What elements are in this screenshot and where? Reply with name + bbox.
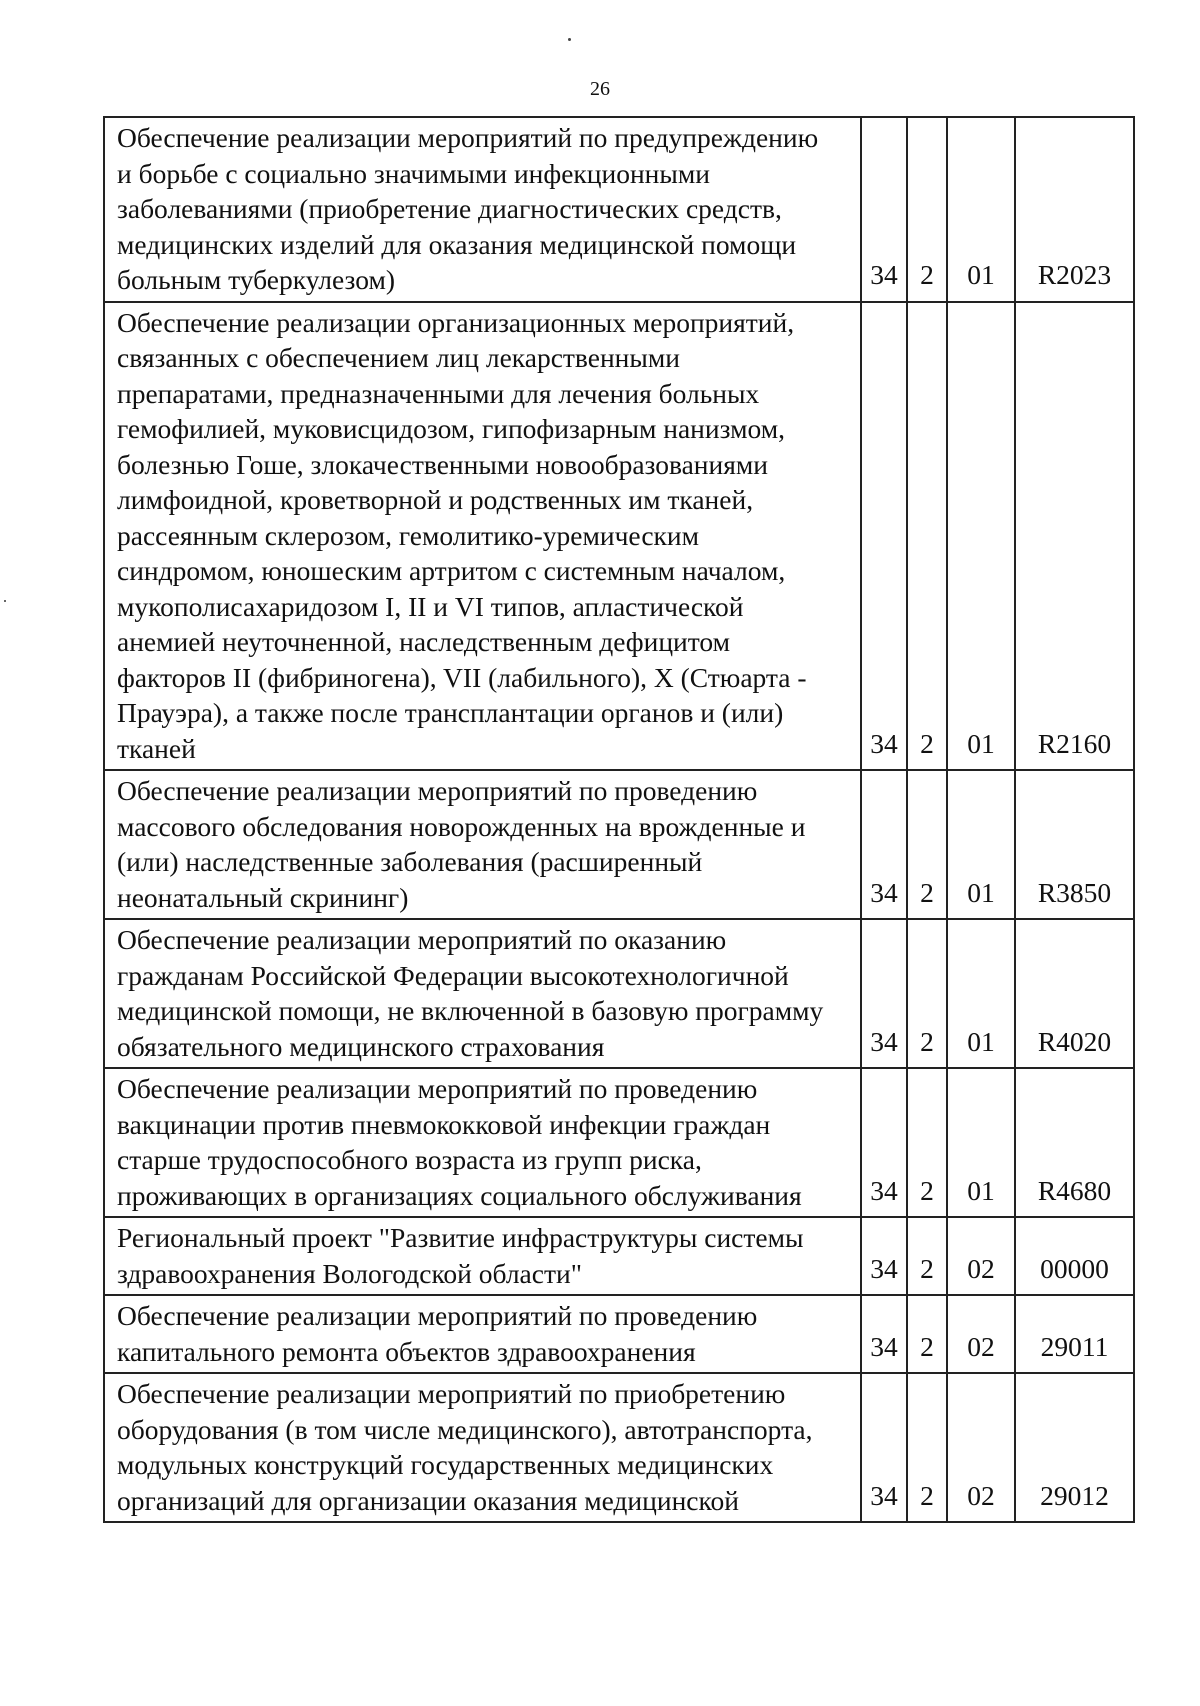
table-row bbox=[104, 302, 1134, 771]
code-subprogram: 2 bbox=[907, 302, 947, 771]
scan-speck bbox=[568, 38, 571, 41]
description-line: болезнью Гоше, злокачественными новообразованиями bbox=[117, 448, 769, 480]
description-line: вакцинации против пневмококковой инфекции граждан bbox=[117, 1108, 771, 1140]
budget-classification-table bbox=[103, 116, 1135, 1523]
row-description bbox=[104, 1217, 861, 1295]
description-line: препаратами, предназначенными для лечения больных bbox=[117, 377, 760, 409]
description-line: (или) наследственные заболевания (расширенный bbox=[117, 846, 703, 877]
description-line: здравоохранения Вологодской области" bbox=[117, 1257, 582, 1289]
code-project: 02 bbox=[947, 1217, 1015, 1295]
row-description bbox=[104, 1295, 861, 1373]
description-line: Обеспечение реализации мероприятий по предупреждению bbox=[117, 122, 819, 153]
code-direction: 00000 bbox=[1015, 1217, 1134, 1295]
code-project: 01 bbox=[947, 117, 1015, 302]
description-line: Обеспечение реализации мероприятий по проведению bbox=[117, 1300, 758, 1331]
code-direction: 29011 bbox=[1015, 1295, 1134, 1373]
code-direction: R2160 bbox=[1015, 302, 1134, 771]
description-line: проживающих в организациях социального обслуживания bbox=[117, 1179, 802, 1211]
description-line: неонатальный скрининг) bbox=[117, 881, 409, 913]
description-line: заболеваниями (приобретение диагностических средств, bbox=[117, 193, 782, 224]
row-description bbox=[104, 919, 861, 1068]
row-description bbox=[104, 1068, 861, 1217]
description-line: Обеспечение реализации мероприятий по приобретению bbox=[117, 1378, 786, 1409]
table-row bbox=[104, 770, 1134, 919]
description-line: факторов II (фибриногена), VII (лабильного), X (Стюарта - bbox=[117, 661, 807, 693]
code-project: 01 bbox=[947, 1068, 1015, 1217]
description-line: массового обследования новорожденных на врожденные и bbox=[117, 810, 806, 842]
row-description bbox=[104, 1373, 861, 1522]
description-line: тканей bbox=[117, 732, 196, 764]
scan-edge-mark bbox=[4, 600, 6, 602]
code-subprogram: 2 bbox=[907, 770, 947, 919]
table-row bbox=[104, 1295, 1134, 1373]
code-project: 02 bbox=[947, 1373, 1015, 1522]
description-line: рассеянным склерозом, гемолитико-уремическим bbox=[117, 519, 700, 551]
description-line: Региональный проект "Развитие инфраструктуры системы bbox=[117, 1222, 804, 1253]
code-program: 34 bbox=[861, 1217, 907, 1295]
code-direction: R2023 bbox=[1015, 117, 1134, 302]
code-direction: R4020 bbox=[1015, 919, 1134, 1068]
code-program: 34 bbox=[861, 302, 907, 771]
code-subprogram: 2 bbox=[907, 1068, 947, 1217]
description-line: анемией неуточненной, наследственным дефицитом bbox=[117, 626, 731, 657]
table-row bbox=[104, 919, 1134, 1068]
code-subprogram: 2 bbox=[907, 919, 947, 1068]
description-line: гражданам Российской Федерации высокотехнологичной bbox=[117, 959, 789, 991]
description-line: синдромом, юношеским артритом с системным началом, bbox=[117, 555, 786, 586]
description-line: медицинской помощи, не включенной в базовую программу bbox=[117, 995, 824, 1026]
code-subprogram: 2 bbox=[907, 1217, 947, 1295]
description-line: модульных конструкций государственных медицинских bbox=[117, 1449, 774, 1480]
description-line: организаций для организации оказания медицинской bbox=[117, 1484, 739, 1516]
code-program: 34 bbox=[861, 770, 907, 919]
table-body bbox=[104, 117, 1134, 1522]
code-direction: R3850 bbox=[1015, 770, 1134, 919]
table-row bbox=[104, 117, 1134, 302]
row-description bbox=[104, 302, 861, 771]
description-line: лимфоидной, кроветворной и родственных им тканей, bbox=[117, 484, 754, 515]
description-line: Прауэра), а также после трансплантации органов и (или) bbox=[117, 697, 784, 728]
code-subprogram: 2 bbox=[907, 1373, 947, 1522]
description-line: и борьбе с социально значимыми инфекционными bbox=[117, 157, 710, 189]
code-project: 01 bbox=[947, 302, 1015, 771]
code-subprogram: 2 bbox=[907, 1295, 947, 1373]
description-line: оборудования (в том числе медицинского), автотранспорта, bbox=[117, 1413, 813, 1445]
description-line: больным туберкулезом) bbox=[117, 264, 396, 295]
code-program: 34 bbox=[861, 919, 907, 1068]
row-description bbox=[104, 117, 861, 302]
row-description bbox=[104, 770, 861, 919]
code-program: 34 bbox=[861, 1068, 907, 1217]
code-project: 01 bbox=[947, 770, 1015, 919]
description-line: связанных с обеспечением лиц лекарственными bbox=[117, 342, 680, 373]
description-line: гемофилией, муковисцидозом, гипофизарным нанизмом, bbox=[117, 413, 785, 444]
description-line: медицинских изделий для оказания медицинской помощи bbox=[117, 228, 797, 260]
description-line: обязательного медицинского страхования bbox=[117, 1030, 605, 1062]
table-row bbox=[104, 1068, 1134, 1217]
table-row bbox=[104, 1373, 1134, 1522]
code-project: 02 bbox=[947, 1295, 1015, 1373]
code-project: 01 bbox=[947, 919, 1015, 1068]
code-direction: R4680 bbox=[1015, 1068, 1134, 1217]
code-direction: 29012 bbox=[1015, 1373, 1134, 1522]
table-row bbox=[104, 1217, 1134, 1295]
description-line: капитального ремонта объектов здравоохранения bbox=[117, 1335, 696, 1367]
description-line: старше трудоспособного возраста из групп риска, bbox=[117, 1144, 702, 1175]
code-subprogram: 2 bbox=[907, 117, 947, 302]
code-program: 34 bbox=[861, 1295, 907, 1373]
code-program: 34 bbox=[861, 1373, 907, 1522]
description-line: Обеспечение реализации мероприятий по оказанию bbox=[117, 924, 727, 955]
description-line: Обеспечение реализации организационных мероприятий, bbox=[117, 306, 795, 338]
page-number: 26 bbox=[590, 78, 610, 100]
code-program: 34 bbox=[861, 117, 907, 302]
description-line: Обеспечение реализации мероприятий по проведению bbox=[117, 775, 758, 806]
description-line: мукополисахаридозом I, II и VI типов, апластической bbox=[117, 590, 744, 622]
description-line: Обеспечение реализации мероприятий по проведению bbox=[117, 1073, 758, 1104]
